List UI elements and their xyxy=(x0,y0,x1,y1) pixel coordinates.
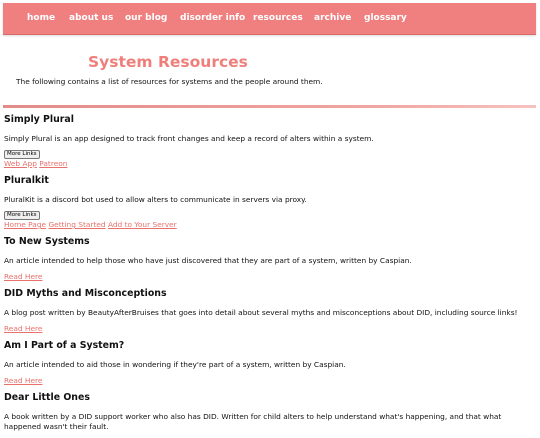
resource-did-myths xyxy=(4,288,532,333)
resource-simply-plural xyxy=(4,114,532,168)
resource-description: A blog post written by BeautyAfterBruises that goes into detail about several myths and misconceptions about DID, including source links! xyxy=(4,308,518,317)
resource-title: Simply Plural xyxy=(4,114,74,125)
nav-link-resources[interactable]: resources xyxy=(253,13,303,23)
resource-dear-little-ones xyxy=(4,392,532,432)
resource-list xyxy=(4,114,532,438)
resource-pluralkit xyxy=(4,175,532,229)
nav-link-glossary[interactable]: glossary xyxy=(364,13,407,23)
resource-links xyxy=(4,220,532,229)
nav-link-our-blog[interactable]: our blog xyxy=(125,13,168,23)
resource-links xyxy=(4,159,532,168)
nav-link-about-us[interactable]: about us xyxy=(69,13,114,23)
resource-description: An article intended to help those who have just discovered that they are part of a system, written by Caspian. xyxy=(4,256,412,265)
link-home-page[interactable]: Home Page xyxy=(4,220,47,229)
resource-description: An article intended to aid those in wondering if they're part of a system, written by Caspian. xyxy=(4,360,346,369)
link-patreon[interactable]: Patreon xyxy=(39,159,68,168)
nav-link-home[interactable]: home xyxy=(27,13,56,23)
resource-am-i-part-of-a-system xyxy=(4,340,532,385)
resource-description: PluralKit is a discord bot used to allow alters to communicate in servers via proxy. xyxy=(4,195,307,204)
page-title: System Resources xyxy=(88,53,248,71)
more-links-button[interactable]: More Links xyxy=(4,150,40,159)
resource-description: Simply Plural is an app designed to track front changes and keep a record of alters within a system. xyxy=(4,134,374,143)
resource-title: Dear Little Ones xyxy=(4,392,90,403)
read-here-link[interactable]: Read Here xyxy=(4,324,43,333)
link-add-to-server[interactable]: Add to Your Server xyxy=(107,220,177,229)
more-links-button[interactable]: More Links xyxy=(4,211,40,220)
read-here-link[interactable]: Read Here xyxy=(4,272,43,281)
nav-link-disorder-info[interactable]: disorder info xyxy=(180,13,246,23)
resource-title: To New Systems xyxy=(4,236,90,247)
section-divider xyxy=(3,105,536,108)
resource-title: DID Myths and Misconceptions xyxy=(4,288,167,299)
resource-title: Am I Part of a System? xyxy=(4,340,125,351)
resource-title: Pluralkit xyxy=(4,175,49,186)
resource-to-new-systems xyxy=(4,236,532,281)
top-navbar xyxy=(3,3,536,35)
resource-description: A book written by a DID support worker who also has DID. Written for child alters to help understand what's happening, and that what happened wasn't their fault. xyxy=(4,412,502,431)
page-intro: The following contains a list of resources for systems and the people around them. xyxy=(16,77,323,86)
nav-link-archive[interactable]: archive xyxy=(314,13,352,23)
link-getting-started[interactable]: Getting Started xyxy=(48,220,106,229)
read-here-link[interactable]: Read Here xyxy=(4,376,43,385)
link-web-app[interactable]: Web App xyxy=(4,159,37,168)
